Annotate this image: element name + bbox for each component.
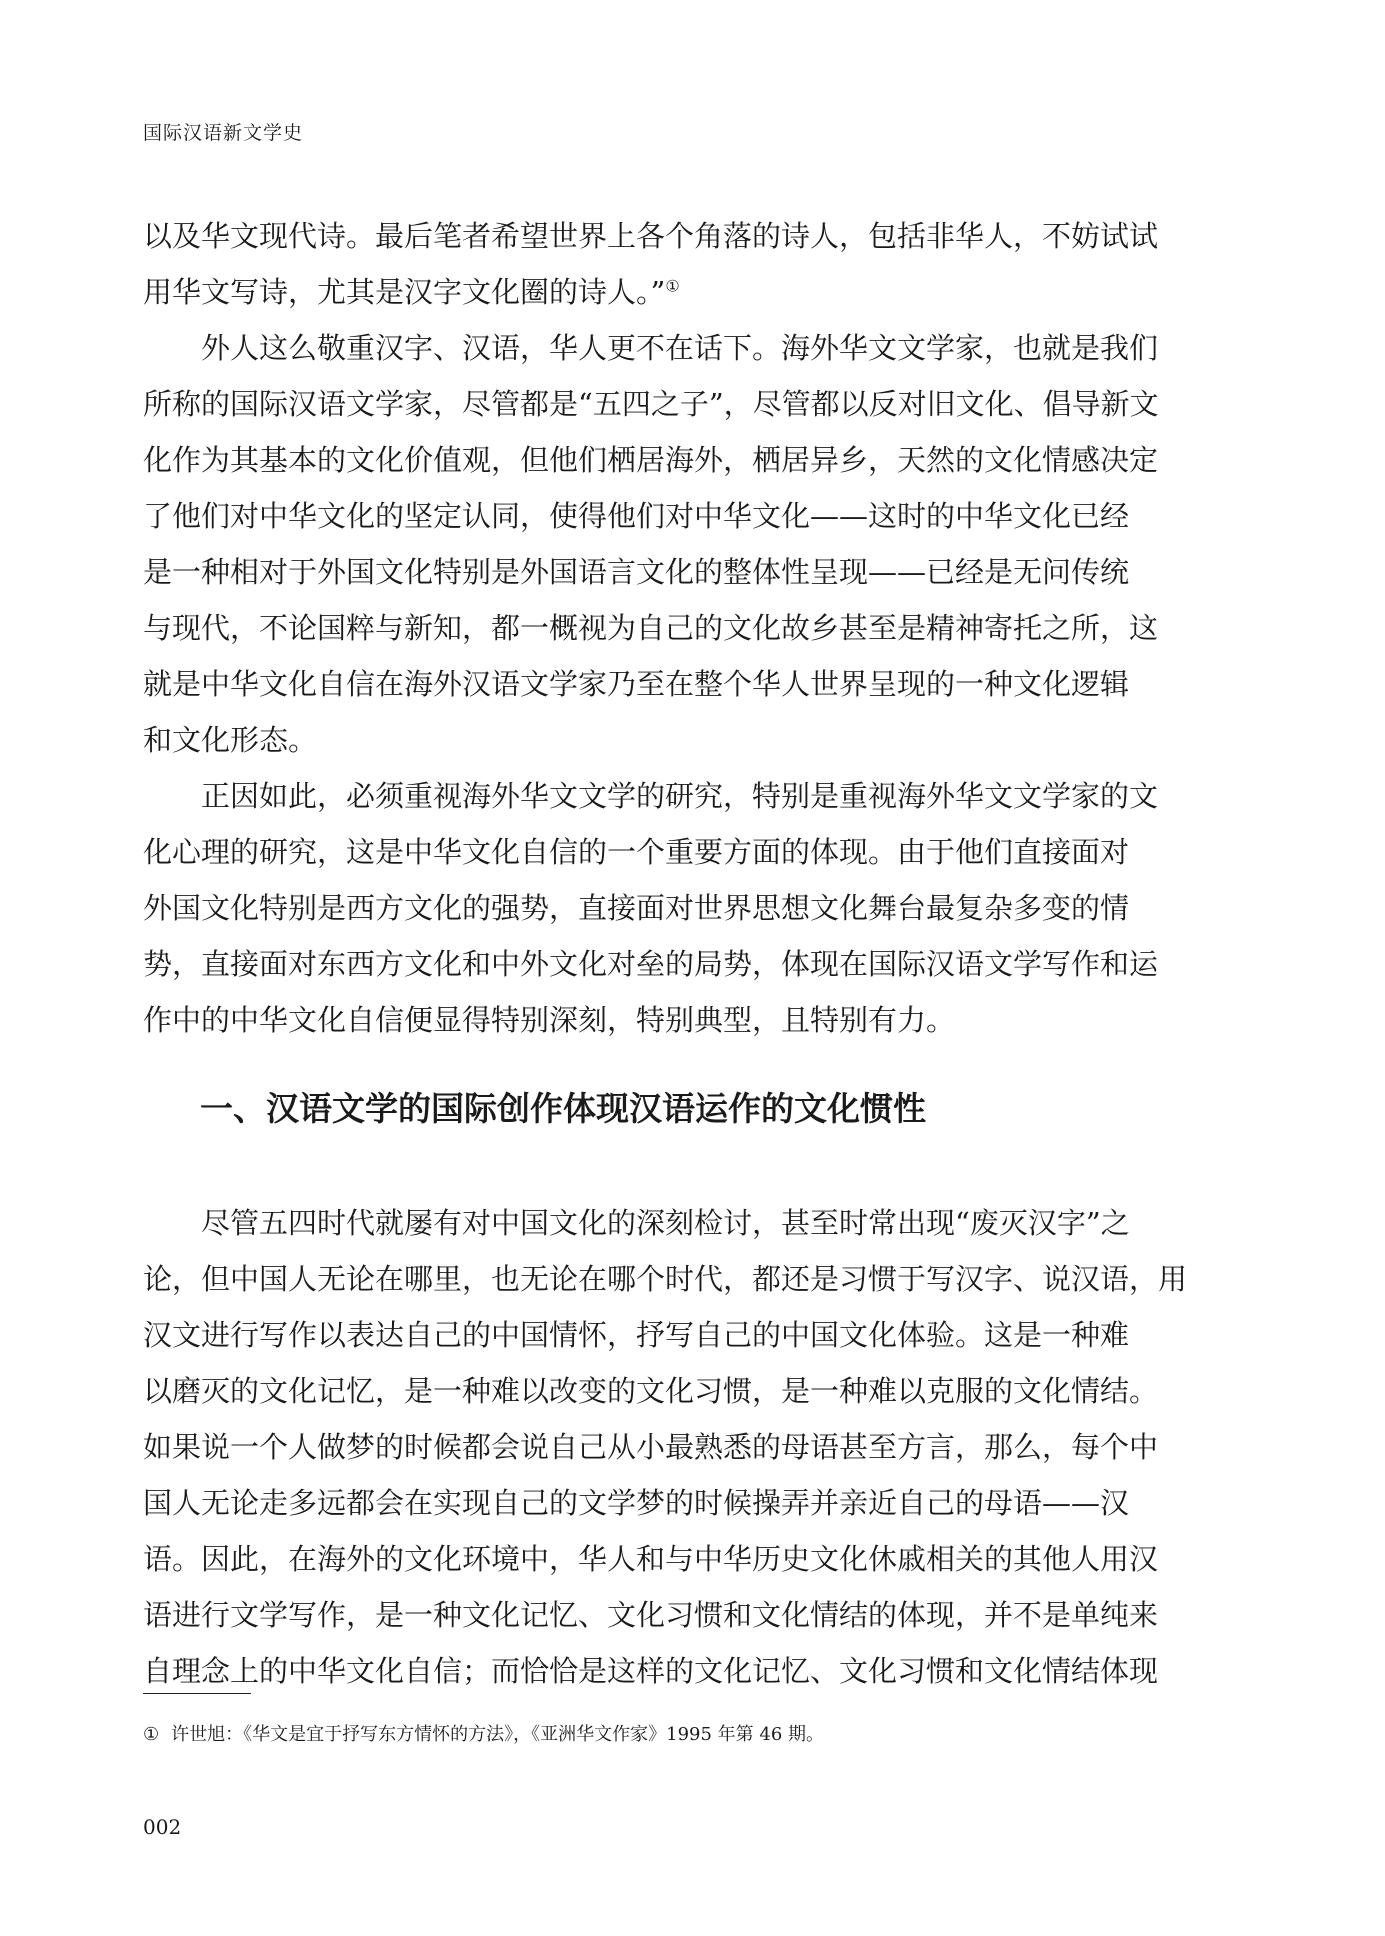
- text-line: 势，直接面对东西方文化和中外文化对垒的局势，体现在国际汉语文学写作和运: [143, 947, 1159, 981]
- running-head: 国际汉语新文学史: [143, 122, 304, 144]
- text-line: 了他们对中华文化的坚定认同，使得他们对中华文化——这时的中华文化已经: [143, 499, 1130, 533]
- text-line: 化心理的研究，这是中华文化自信的一个重要方面的体现。由于他们直接面对: [143, 835, 1130, 869]
- text-line: 以及华文现代诗。最后笔者希望世界上各个角落的诗人，包括非华人，不妨试试: [143, 219, 1159, 253]
- text-line: 语。因此，在海外的文化环境中，华人和与中华历史文化休戚相关的其他人用汉: [143, 1542, 1159, 1576]
- text-line: 汉文进行写作以表达自己的中国情怀，抒写自己的中国文化体验。这是一种难: [143, 1318, 1130, 1352]
- text-line: 以磨灭的文化记忆，是一种难以改变的文化习惯，是一种难以克服的文化情结。: [143, 1374, 1159, 1408]
- footnote-reference[interactable]: ①: [665, 276, 680, 296]
- body-text-bottom: [143, 1195, 1188, 1699]
- text-line: 语进行文学写作，是一种文化记忆、文化习惯和文化情结的体现，并不是单纯来: [143, 1598, 1159, 1632]
- text-line: 和文化形态。: [143, 723, 318, 757]
- text-line: 尽管五四时代就屡有对中国文化的深刻检讨，甚至时常出现“废灭汉字”之: [201, 1206, 1130, 1240]
- text-line: 化作为其基本的文化价值观，但他们栖居海外，栖居异乡，天然的文化情感决定: [143, 443, 1159, 477]
- text-line: 所称的国际汉语文学家，尽管都是“五四之子”，尽管都以反对旧文化、倡导新文: [143, 387, 1159, 421]
- footnote-mark: ①: [143, 1724, 160, 1745]
- text-line: 正因如此，必须重视海外华文文学的研究，特别是重视海外华文文学家的文: [201, 779, 1159, 813]
- footnote-text: 许世旭：《华文是宜于抒写东方情怀的方法》，《亚洲华文作家》1995 年第 46 期。: [171, 1724, 825, 1745]
- text-line: 外人这么敬重汉字、汉语，华人更不在话下。海外华文文学家，也就是我们: [201, 331, 1159, 365]
- text-line: 国人无论走多远都会在实现自己的文学梦的时候操弄并亲近自己的母语——汉: [143, 1486, 1130, 1520]
- text-line: [143, 264, 1128, 320]
- text-line: 外国文化特别是西方文化的强势，直接面对世界思想文化舞台最复杂多变的情: [143, 891, 1130, 925]
- body-text-top: [143, 208, 1159, 1048]
- text-line: 自理念上的中华文化自信；而恰恰是这样的文化记忆、文化习惯和文化情结体现: [143, 1654, 1159, 1688]
- text-line: 论，但中国人无论在哪里，也无论在哪个时代，都还是习惯于写汉字、说汉语，用: [143, 1262, 1188, 1296]
- text-line: 就是中华文化自信在海外汉语文学家乃至在整个华人世界呈现的一种文化逻辑: [143, 667, 1130, 701]
- text-line: 与现代，不论国粹与新知，都一概视为自己的文化故乡甚至是精神寄托之所，这: [143, 611, 1159, 645]
- text-line-content: 用华文写诗，尤其是汉字文化圈的诗人。”: [143, 275, 666, 309]
- text-line: 如果说一个人做梦的时候都会说自己从小最熟悉的母语甚至方言，那么，每个中: [143, 1430, 1159, 1464]
- text-line: 作中的中华文化自信便显得特别深刻，特别典型，且特别有力。: [143, 1003, 956, 1037]
- footnote: [143, 1720, 824, 1746]
- text-line: 是一种相对于外国文化特别是外国语言文化的整体性呈现——已经是无问传统: [143, 555, 1130, 589]
- page-number: 002: [143, 1815, 182, 1839]
- section-heading: 一、汉语文学的国际创作体现汉语运作的文化惯性: [200, 1089, 926, 1128]
- footnote-divider: [143, 1693, 251, 1694]
